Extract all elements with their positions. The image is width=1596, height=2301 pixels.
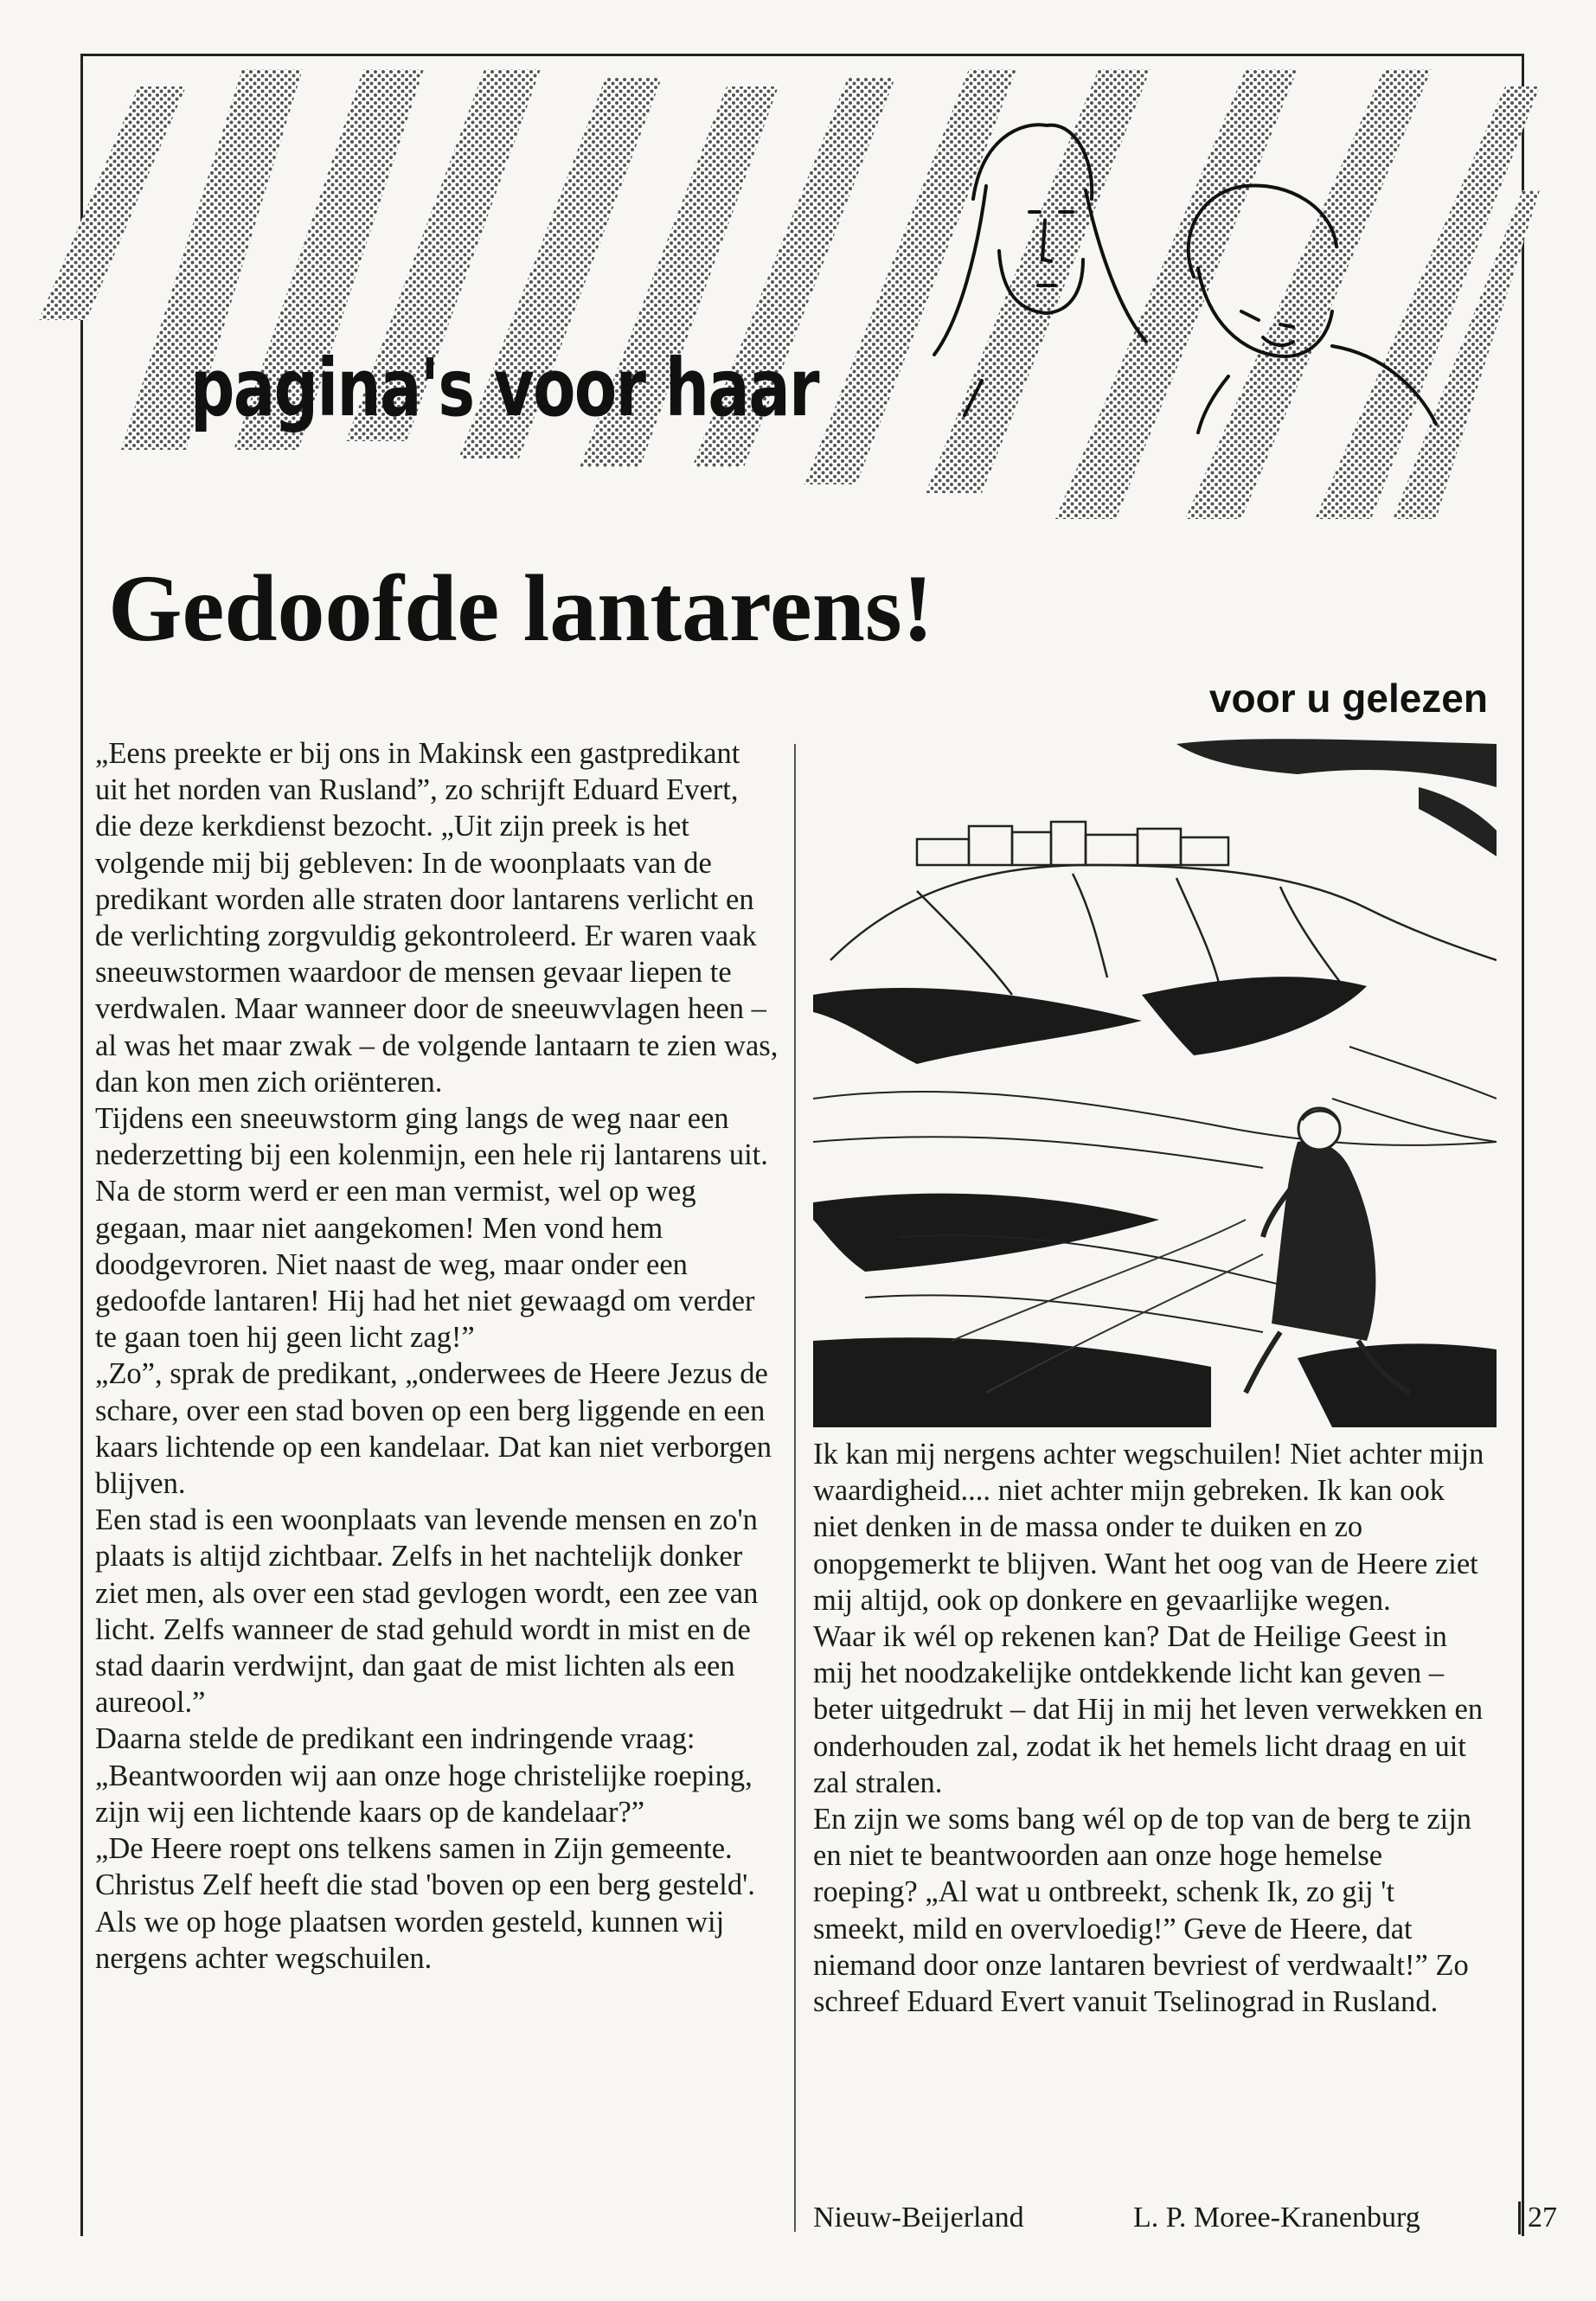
left-column [95,735,779,1977]
paragraph: Waar ik wél op rekenen kan? Dat de Heilige Geest in mij het noodzakelijke ontdekkende licht kan geven – beter uitgedrukt – dat Hij in mij het leven verwekken en onderhouden zal, zodat ik het hemels licht draag en uit zal stralen. [813,1620,1484,1799]
paragraph: „Zo”, sprak de predikant, „onderwees de Heere Jezus de schare, over een stad boven op een berg liggende en een kaars lichtende op een kandelaar. Dat kan niet verborgen blijven. [95,1357,772,1501]
paragraph: Tijdens een sneeuwstorm ging langs de weg naar een nederzetting bij een kolenmijn, een hele rij lantarens uit. [95,1102,768,1172]
paragraph: Een stad is een woonplaats van levende mensen en zo'n plaats is altijd zichtbaar. Zelfs in het nachtelijk donker ziet men, als over een stad gevlogen wordt, een zee van licht. Zelfs wanneer de stad gehuld wordt in mist en de stad daarin verdwijnt, dan gaat de mist lichten als een aureool.” [95,1503,759,1720]
paragraph: Daarna stelde de predikant een indringende vraag: „Beantwoorden wij aan onze hoge christelijke roeping, zijn wij een lichtende kaars op de kandelaar?” [95,1722,753,1829]
paragraph: Ik kan mij nergens achter wegschuilen! Niet achter mijn waardigheid.... niet achter mijn gebreken. Ik kan ook niet denken in de massa onder te duiken en zo onopgemerkt te blijven. Want het oog van de Heere ziet mij altijd, ook op donkere en gevaarlijke wegen. [813,1438,1484,1617]
paragraph: En zijn we soms bang wél op de top van de berg te zijn en niet te beantwoorden aan onze hoge hemelse roeping? „Al wat u ontbreekt, schenk Ik, zo gij 't smeekt, mild en overvloedig!” Geve de Heere, dat niemand door onze lantaren bevriest of verdwaalt!” Zo schreef Eduard Evert vanuit Tselinograd in Rusland. [813,1803,1472,2019]
article-title: Gedoofde lantarens! [108,555,934,661]
section-label: voor u gelezen [1208,676,1488,721]
header-banner [35,35,1540,536]
header-artwork [35,35,1540,536]
city-on-hill-illustration [813,735,1497,1427]
column-divider [794,744,796,2232]
landscape-drawing [813,735,1497,1427]
page-number: 27 [1518,2202,1557,2234]
header-title: pagina's voor haar [190,342,818,434]
paragraph: „De Heere roept ons telkens samen in Zijn gemeente. Christus Zelf heeft die stad 'boven op een berg gesteld'. Als we op hoge plaatsen worden gesteld, kunnen wij nergens achter wegschuilen. [95,1832,755,1975]
right-column [813,1436,1492,2020]
footer-author: L. P. Moree-Kranenburg [1133,2202,1420,2234]
paragraph: „Eens preekte er bij ons in Makinsk een gastpredikant uit het norden van Rusland”, zo schrijft Eduard Evert, die deze kerkdienst bezocht. „Uit zijn preek is het volgende mij bij gebleven: In de woonplaats van de predikant worden alle straten door lantarens verlicht en de verlichting zorgvuldig gekontroleerd. Er waren vaak sneeuwstormen waardoor de mensen gevaar liepen te verdwalen. Maar wanneer door de sneeuwvlagen heen – al was het maar zwak – de volgende lantaarn te zien was, dan kon men zich oriënteren. [95,737,779,1099]
paragraph: Na de storm werd er een man vermist, wel op weg gegaan, maar niet aangekomen! Men vond hem doodgevroren. Niet naast de weg, maar onder een gedoofde lantaren! Hij had het niet gewaagd om verder te gaan toen hij geen licht zag!” [95,1175,755,1355]
halftone-strokes [39,69,1540,519]
footer-place: Nieuw-Beijerland [813,2202,1024,2234]
